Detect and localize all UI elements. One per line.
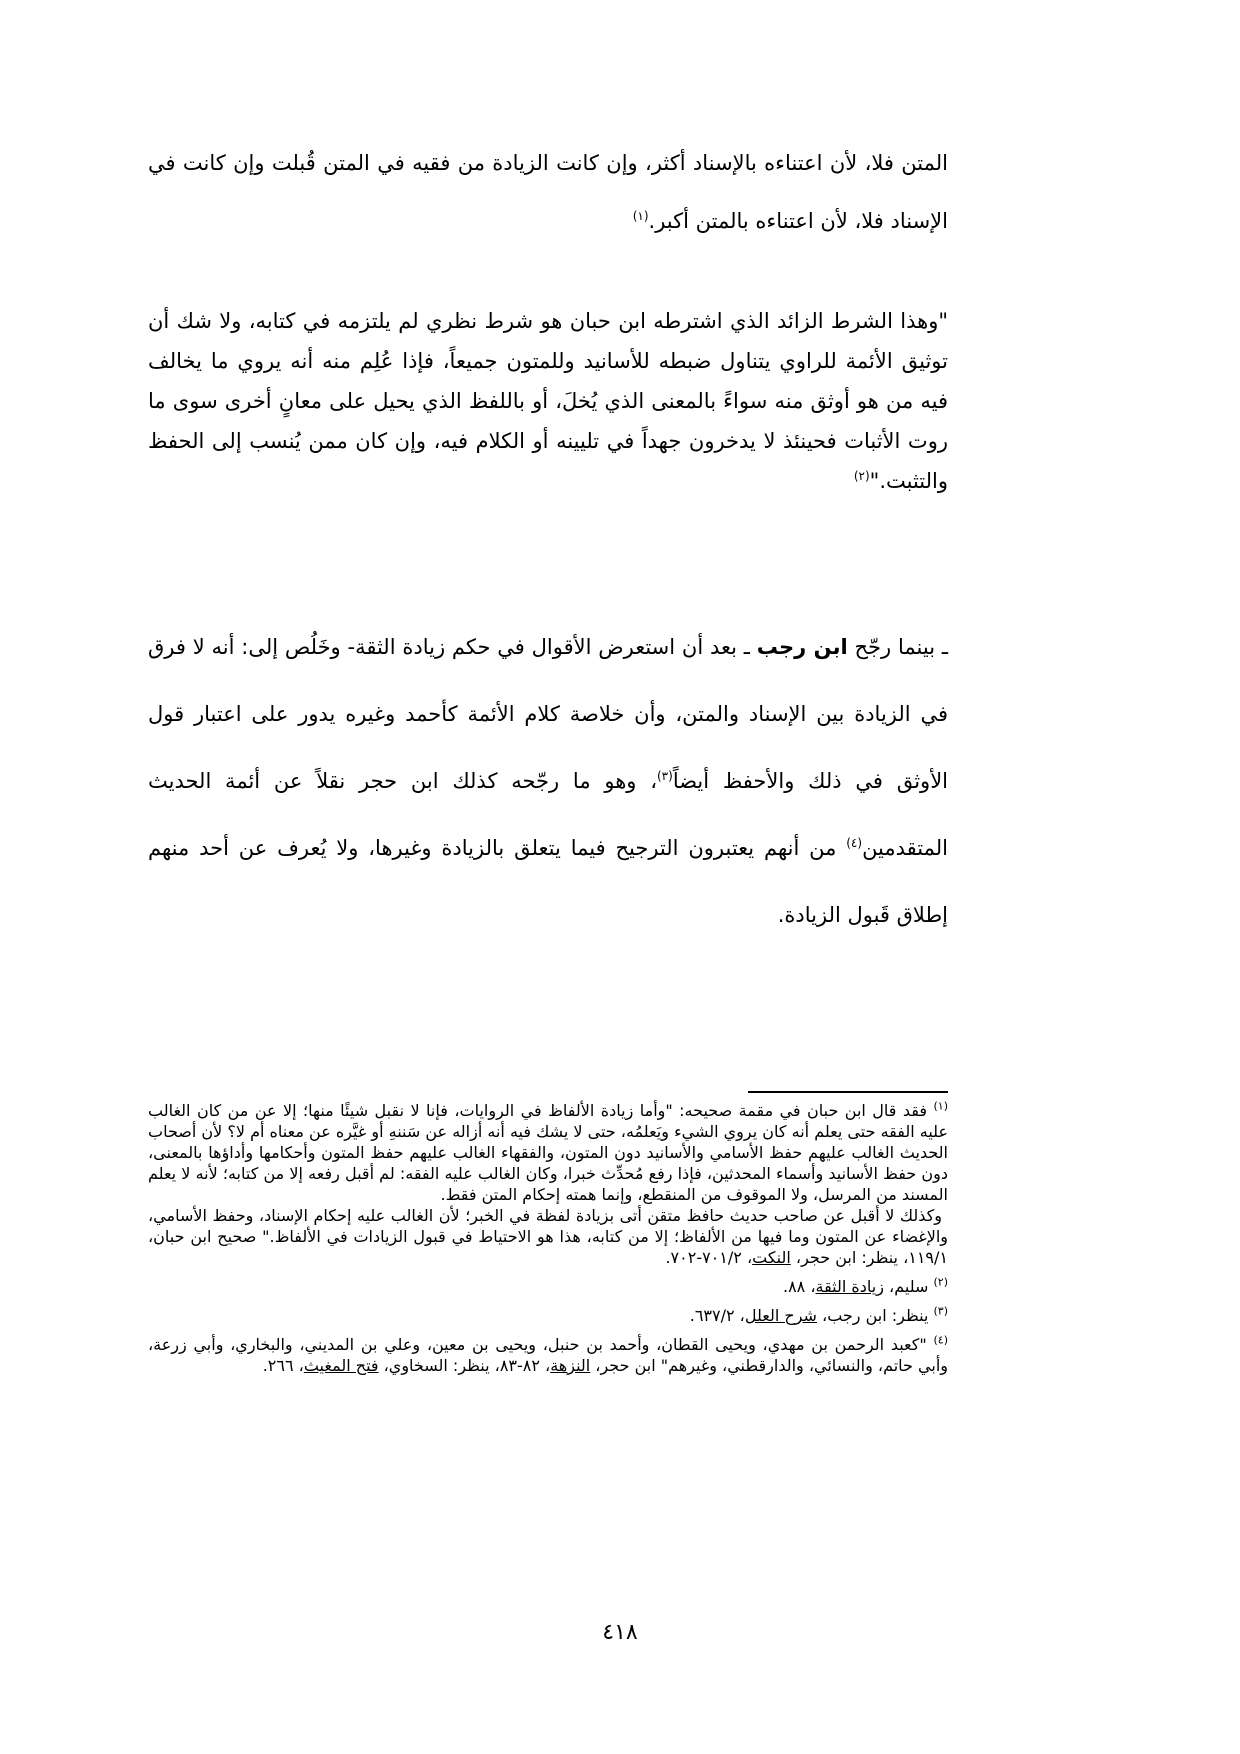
footnote-1-continuation [148, 1205, 948, 1268]
footnote-2-book: زيادة الثقة [815, 1277, 884, 1296]
paragraph-3-seg1: ـ بينما رجّح [847, 635, 948, 659]
footnote-2-part1: سليم، [883, 1277, 934, 1296]
footnote-ref-2[interactable]: (٢) [853, 469, 870, 483]
scholar-name-bold: ابن رجب [756, 635, 848, 659]
footnote-3-part2: ، ٦٣٧/٢. [689, 1306, 745, 1325]
paragraph-2-quote [148, 301, 948, 501]
footnote-separator [748, 1091, 948, 1093]
paragraph-2-text: "وهذا الشرط الزائد الذي اشترطه ابن حبان هو شرط نظري لم يلتزمه في كتابه، ولا شك أن توثيق الأئمة للراوي يتناول ضبطه للأسانيد وللمتون جميعاً، فإذا عُلِم منه أنه يروي ما يخالف فيه من هو أوثق منه سواءً بالمعنى الذي يُخلَ، أو باللفظ الذي يحيل على معانٍ أخرى سوى ما روت الأثبات فحينئذ لا يدخرون جهداً في تليينه أو الكلام فيه، وإن كان ممن يُنسب إلى الحفظ والتثبت." [148, 309, 948, 493]
footnote-4-mark: (٤) [933, 1333, 948, 1347]
page-number: ٤١٨ [602, 1620, 638, 1645]
paragraph-3-seg4: من أنهم يعتبرون الترجيح فيما يتعلق بالزيادة وغيرها، ولا يُعرف عن أحد منهم إطلاق قَبول الزيادة. [148, 836, 948, 927]
footnote-ref-3[interactable]: (٣) [656, 769, 673, 783]
footnote-4 [148, 1334, 948, 1376]
footnote-3 [148, 1305, 948, 1326]
footnote-4-part2: ، ٨٢-٨٣، ينظر: السخاوي، [378, 1356, 551, 1375]
footnote-ref-4[interactable]: (٤) [846, 836, 863, 850]
footnote-2-part2: ، ٨٨. [782, 1277, 816, 1296]
paragraph-1 [148, 134, 948, 250]
footnote-3-book: شرح العلل [744, 1306, 817, 1325]
footnote-1-mark: (١) [933, 1099, 948, 1113]
footnote-3-part1: ينظر: ابن رجب، [816, 1306, 934, 1325]
footnote-1-book: النكت [752, 1248, 791, 1267]
paragraph-1-text: المتن فلا، لأن اعتناءه بالإسناد أكثر، وإن كانت الزيادة من فقيه في المتن قُبلت وإن كانت في الإسناد فلا، لأن اعتناءه بالمتن أكبر. [148, 151, 948, 233]
footnote-4-part1: "كعبد الرحمن بن مهدي، ويحيى القطان، وأحمد بن حنبل، ويحيى بن معين، وعلي بن المديني، والبخاري، وأبي زرعة، وأبي حاتم، والنسائي، والدارقطني، وغيرهم" ابن حجر، [148, 1335, 948, 1375]
footnote-2-mark: (٢) [933, 1275, 948, 1289]
footnote-4-book2: فتح المغيث [303, 1356, 379, 1375]
footnote-4-part3: ، ٢٦٦. [262, 1356, 304, 1375]
footnote-1-part2: وكذلك لا أقبل عن صاحب حديث حافظ متقن أتى بزيادة لفظة في الخبر؛ لأن الغالب عليه إحكام الإسناد، وحفظ الأسامي، والإغضاء عن المتون وما فيها من الألفاظ؛ إلا من كتابه، هذا هو الاحتياط في قبول الزيادات في الألفاظ." صحيح ابن حبان، ١١٩/١، ينظر: ابن حجر، [148, 1206, 948, 1267]
footnote-1-part3: ، ٧٠١/٢-٧٠٢. [665, 1248, 753, 1267]
footnote-1-part1: فقد قال ابن حبان في مقمة صحيحه: "وأما زيادة الألفاظ في الروايات، فإنا لا نقبل شيئًا منها؛ إلا عن من كان الغالب عليه الفقه حتى يعلم أنه كان يروي الشيء ويَعلمُه، حتى لا يشك فيه أنه أزاله عن سَننهِ أو غيَّره عن معناه أم لا؟ لأن أصحاب الحديث الغالب عليهم حفظ الأسامي والأسانيد دون المتون، والفقهاء الغالب عليهم حفظ المتون وأحكامها وأداؤها بالمعنى، دون حفظ الأسانيد وأسماء المحدثين، فإذا رفع مُحدِّث خبرا، وكان الغالب عليه الفقه: لم أقبل رفعه إلا من كتابه؛ لأنه لا يعلم المسند من المرسل، ولا الموقوف من المنقطع، وإنما همته إحكام المتن فقط. [148, 1101, 948, 1204]
paragraph-3-seg3: ، وهو ما رجّحه كذلك ابن حجر نقلاً عن أئمة الحديث المتقدمين [148, 769, 948, 860]
footnote-ref-1[interactable]: (١) [632, 209, 649, 223]
paragraph-3 [148, 614, 948, 949]
footnote-3-mark: (٣) [933, 1304, 948, 1318]
footnotes-section [148, 1100, 948, 1384]
footnote-4-book1: النزهة [550, 1356, 591, 1375]
footnote-2 [148, 1276, 948, 1297]
footnote-1 [148, 1100, 948, 1268]
paragraph-3-seg2: ـ بعد أن استعرض الأقوال في حكم زيادة الثقة- وخَلُص إلى: أنه لا فرق في الزيادة بين الإسناد والمتن، وأن خلاصة كلام الأئمة كأحمد وغيره يدور على اعتبار قول الأوثق في ذلك والأحفظ أيضاً [148, 635, 948, 793]
